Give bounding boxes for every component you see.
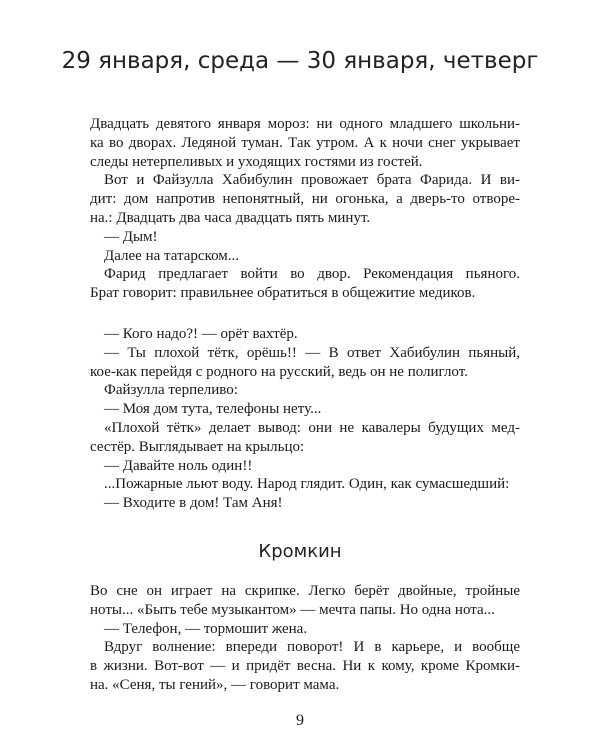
- text-line: — Давайте ноль один!!: [104, 457, 253, 474]
- text-line: на.: Двадцать два часа двадцать пять минут.: [90, 209, 371, 226]
- text-line: Во сне он играет на скрипке. Легко берёт двойные, тройные: [90, 583, 520, 599]
- text-line: — Телефон, — тормошит жена.: [104, 620, 308, 637]
- text-line: следы нетерпеливых и уходящих гостями из гостей.: [90, 153, 423, 170]
- text-line: Фарид предлагает войти во двор. Рекомендация пьяного.: [104, 266, 520, 283]
- text-block-2: [90, 325, 520, 513]
- text-line: — Кого надо?! — орёт вахтёр.: [104, 326, 298, 342]
- text-line: кое-как перейдя с родного на русский, ведь он не полиглот.: [90, 363, 468, 380]
- text-line: Файзулла терпеливо:: [104, 382, 238, 399]
- text-line: дит: дом напротив непонятный, ни огонька, а дверь-то отворе-: [90, 191, 520, 208]
- page-number: 9: [296, 712, 304, 729]
- text-line: Вдруг волнение: впереди поворот! И в карьере, и вообще: [104, 639, 520, 656]
- section-heading: Кромкин: [258, 541, 342, 562]
- text-line: сестёр. Выглядывает на крыльцо:: [90, 438, 305, 455]
- text-line: Двадцать девятого января мороз: ни одного младшего школьни-: [90, 116, 520, 132]
- text-line: в жизни. Вот-вот — и придёт весна. Ни к кому, кроме Кромки-: [90, 658, 520, 675]
- text-line: Брат говорит: правильнее обратиться в общежитие медиков.: [90, 285, 476, 302]
- text-line: Далее на татарском...: [104, 247, 240, 264]
- text-line: — Входите в дом! Там Аня!: [104, 495, 283, 512]
- text-line: — Моя дом тута, телефоны нету...: [104, 401, 322, 418]
- text-block-3: [90, 582, 520, 695]
- text-line: Вот и Файзулла Хабибулин провожает брата Фарида. И ви-: [104, 172, 520, 189]
- text-line: на. «Сеня, ты гений», — говорит мама.: [90, 676, 340, 693]
- page-title: 29 января, среда — 30 января, четверг: [61, 48, 539, 74]
- text-line: «Плохой тётк» делает вывод: они не кавалеры будущих мед-: [104, 419, 520, 436]
- text-line: — Дым!: [104, 228, 158, 245]
- text-block-1: [90, 115, 520, 303]
- text-line: ...Пожарные льют воду. Народ глядит. Один, как сумасшедший:: [104, 476, 510, 493]
- text-line: — Ты плохой тётк, орёшь!! — В ответ Хабибулин пьяный,: [104, 344, 520, 361]
- text-line: ка во дворах. Ледяной туман. Так утром. А к ночи снег укрывает: [90, 134, 520, 151]
- text-line: ноты... «Быть тебе музыкантом» — мечта папы. Но одна нота...: [90, 601, 495, 618]
